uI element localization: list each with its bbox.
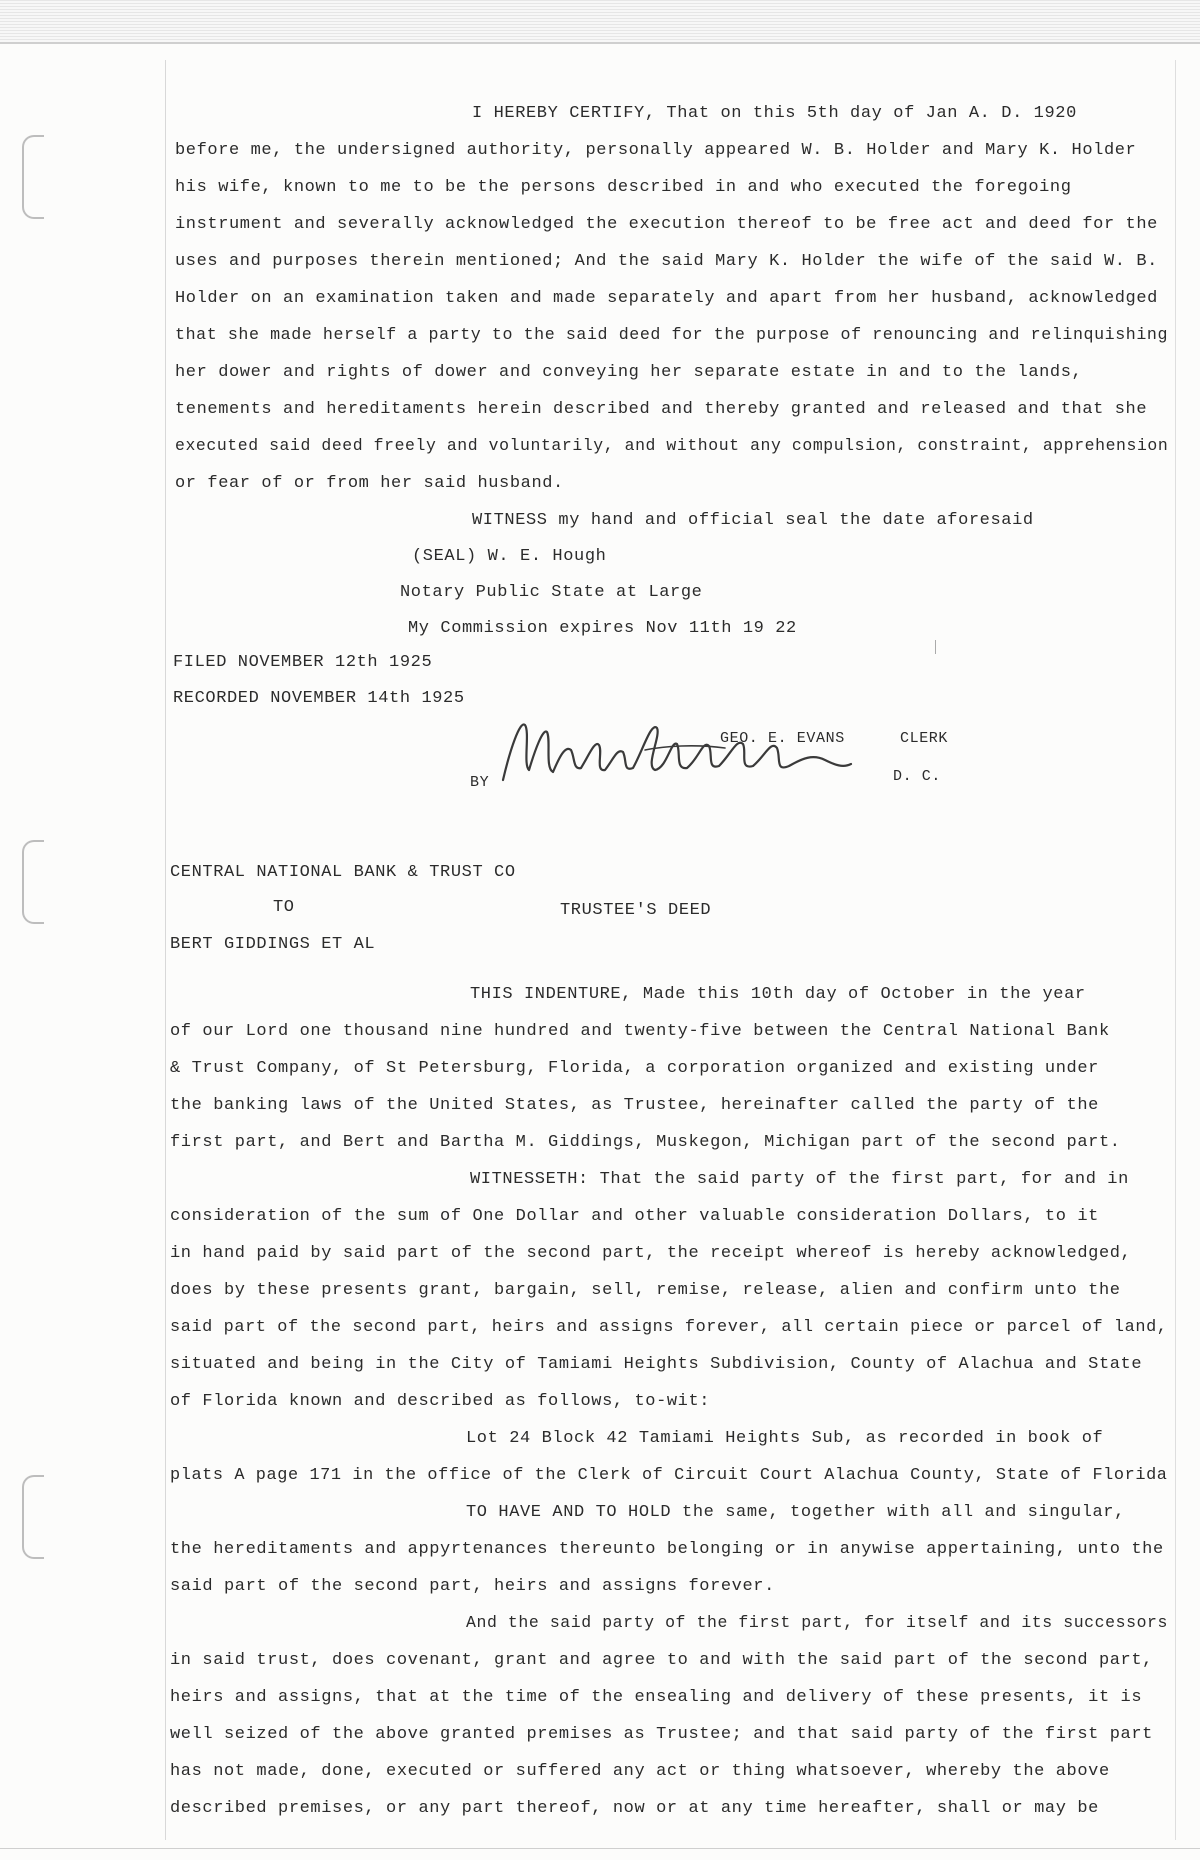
deed-line: of our Lord one thousand nine hundred and twenty-five between the Central National Bank — [170, 1022, 1110, 1041]
covenant-line: described premises, or any part thereof, now or at any time hereafter, shall or may be — [170, 1799, 1099, 1818]
certificate-line: before me, the undersigned authority, personally appeared W. B. Holder and Mary K. Holder — [175, 141, 1137, 160]
deed-title: TRUSTEE'S DEED — [560, 901, 712, 920]
certificate-line: Holder on an examination taken and made separately and apart from her husband, acknowledged — [175, 289, 1158, 308]
left-margin-rule — [165, 60, 166, 1840]
property-description-line: plats A page 171 in the office of the Clerk of Circuit Court Alachua County, State of Florida — [170, 1466, 1168, 1485]
covenant-line: heirs and assigns, that at the time of the ensealing and delivery of these presents, it is — [170, 1688, 1143, 1707]
deed-line: THIS INDENTURE, Made this 10th day of October in the year — [470, 985, 1086, 1004]
certificate-line: I HEREBY CERTIFY, That on this 5th day of Jan A. D. 1920 — [472, 104, 1077, 123]
deed-line: WITNESSETH: That the said party of the first part, for and in — [470, 1170, 1129, 1189]
certificate-line: tenements and hereditaments herein described and thereby granted and released and that she — [175, 400, 1148, 419]
commission-line: My Commission expires Nov 11th 19 22 — [408, 619, 797, 638]
covenant-line: And the said party of the first part, for itself and its successors — [466, 1614, 1169, 1633]
covenant-line: well seized of the above granted premises as Trustee; and that said party of the first part — [170, 1725, 1153, 1744]
clerk-name: GEO. E. EVANS — [720, 730, 845, 747]
deed-line: the banking laws of the United States, as Trustee, hereinafter called the party of the — [170, 1096, 1099, 1115]
grantee-name: BERT GIDDINGS ET AL — [170, 935, 376, 954]
grantor-name: CENTRAL NATIONAL BANK & TRUST CO — [170, 863, 516, 882]
binder-hole-icon — [22, 840, 44, 924]
margin-mark — [935, 640, 936, 654]
certificate-line: or fear of or from her said husband. — [175, 474, 564, 493]
covenant-line: in said trust, does covenant, grant and agree to and with the said part of the second part, — [170, 1651, 1153, 1670]
witness-line: WITNESS my hand and official seal the date aforesaid — [472, 511, 1034, 530]
deed-line: first part, and Bert and Bartha M. Giddings, Muskegon, Michigan part of the second part. — [170, 1133, 1121, 1152]
notary-seal-line: (SEAL) W. E. Hough — [412, 547, 607, 566]
deed-line: & Trust Company, of St Petersburg, Florida, a corporation organized and existing under — [170, 1059, 1099, 1078]
clerk-signature-icon — [495, 710, 855, 800]
notary-title-line: Notary Public State at Large — [400, 583, 703, 602]
deed-line: situated and being in the City of Tamiami Heights Subdivision, County of Alachua and State — [170, 1355, 1143, 1374]
by-label: BY — [470, 774, 490, 791]
certificate-line: instrument and severally acknowledged the execution thereof to be free act and deed for the — [175, 215, 1158, 234]
habendum-line: said part of the second part, heirs and assigns forever. — [170, 1577, 775, 1596]
certificate-line: executed said deed freely and voluntarily, and without any compulsion, constraint, apprehension — [175, 437, 1169, 456]
to-label: TO — [273, 898, 295, 917]
certificate-line: her dower and rights of dower and conveying her separate estate in and to the lands, — [175, 363, 1083, 382]
habendum-line: the hereditaments and appyrtenances thereunto belonging or in anywise appertaining, unto the — [170, 1540, 1164, 1559]
filed-date: FILED NOVEMBER 12th 1925 — [173, 653, 433, 672]
habendum-line: TO HAVE AND TO HOLD the same, together with all and singular, — [466, 1503, 1125, 1522]
certificate-line: uses and purposes therein mentioned; And the said Mary K. Holder the wife of the said W. B. — [175, 252, 1158, 271]
certificate-line: his wife, known to me to be the persons described in and who executed the foregoing — [175, 178, 1072, 197]
property-description-line: Lot 24 Block 42 Tamiami Heights Sub, as recorded in book of — [466, 1429, 1104, 1448]
deed-line: in hand paid by said part of the second part, the receipt whereof is hereby acknowledged, — [170, 1244, 1132, 1263]
page-top-edge — [0, 0, 1200, 44]
certificate-line: that she made herself a party to the said deed for the purpose of renouncing and relinquishing — [175, 326, 1169, 345]
deed-line: consideration of the sum of One Dollar and other valuable consideration Dollars, to it — [170, 1207, 1099, 1226]
recorded-date: RECORDED NOVEMBER 14th 1925 — [173, 689, 465, 708]
binder-hole-icon — [22, 1475, 44, 1559]
covenant-line: has not made, done, executed or suffered any act or thing whatsoever, whereby the above — [170, 1762, 1110, 1781]
deputy-clerk-label: D. C. — [893, 768, 942, 785]
bottom-rule — [0, 1848, 1200, 1849]
deed-line: said part of the second part, heirs and assigns forever, all certain piece or parcel of land, — [170, 1318, 1168, 1337]
binder-hole-icon — [22, 135, 44, 219]
clerk-title: CLERK — [900, 730, 949, 747]
deed-line: does by these presents grant, bargain, sell, remise, release, alien and confirm unto the — [170, 1281, 1121, 1300]
deed-line: of Florida known and described as follows, to-wit: — [170, 1392, 711, 1411]
right-margin-rule — [1175, 60, 1176, 1840]
